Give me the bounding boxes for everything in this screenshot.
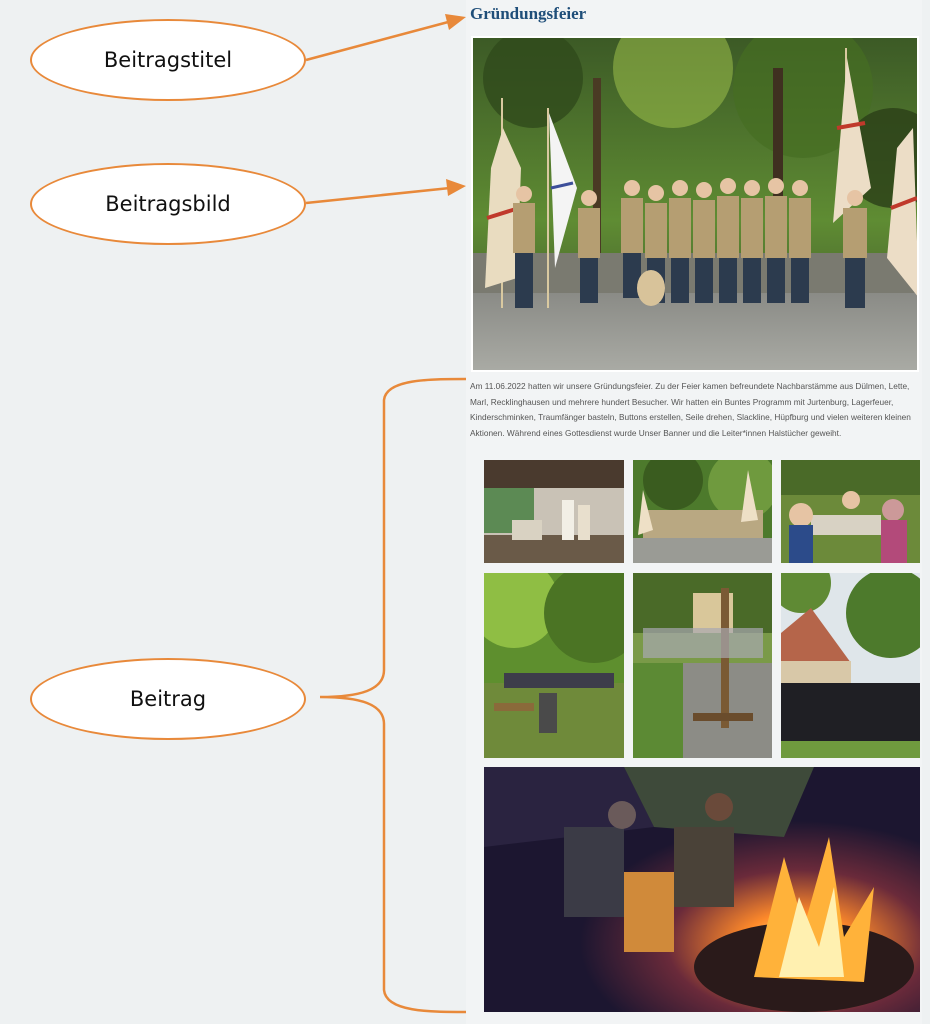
bracket-post xyxy=(320,379,466,1012)
arrow-line-image xyxy=(306,188,450,203)
annotation-post-title: Beitragstitel xyxy=(30,19,306,101)
post-body-text: Am 11.06.2022 hatten wir unsere Gründungsfeier. Zu der Feier kamen befreundete Nachbarstämme aus Dülmen, Lette, Marl, Recklinghausen und mehrere hundert Besucher. Wir hatten ein Buntes Programm mit Jurtenburg, Lagerfeuer, Kinderschminken, Traumfänger basteln, Buttons erstellen, Seile drehen, Slackline, Hüpfburg und vielen weiteren kleinen Aktionen. Während eines Gottesdienst wurde Unser Banner und die Leiter*innen Halstücher geweiht. xyxy=(470,381,911,438)
arrowhead-image xyxy=(446,179,466,196)
annotation-featured-image: Beitragsbild xyxy=(30,163,306,245)
arrow-line-title xyxy=(306,21,452,60)
annotation-post-body: Beitrag xyxy=(30,658,306,740)
post-title[interactable]: Gründungsfeier xyxy=(470,4,587,23)
arrowhead-title xyxy=(445,14,466,30)
